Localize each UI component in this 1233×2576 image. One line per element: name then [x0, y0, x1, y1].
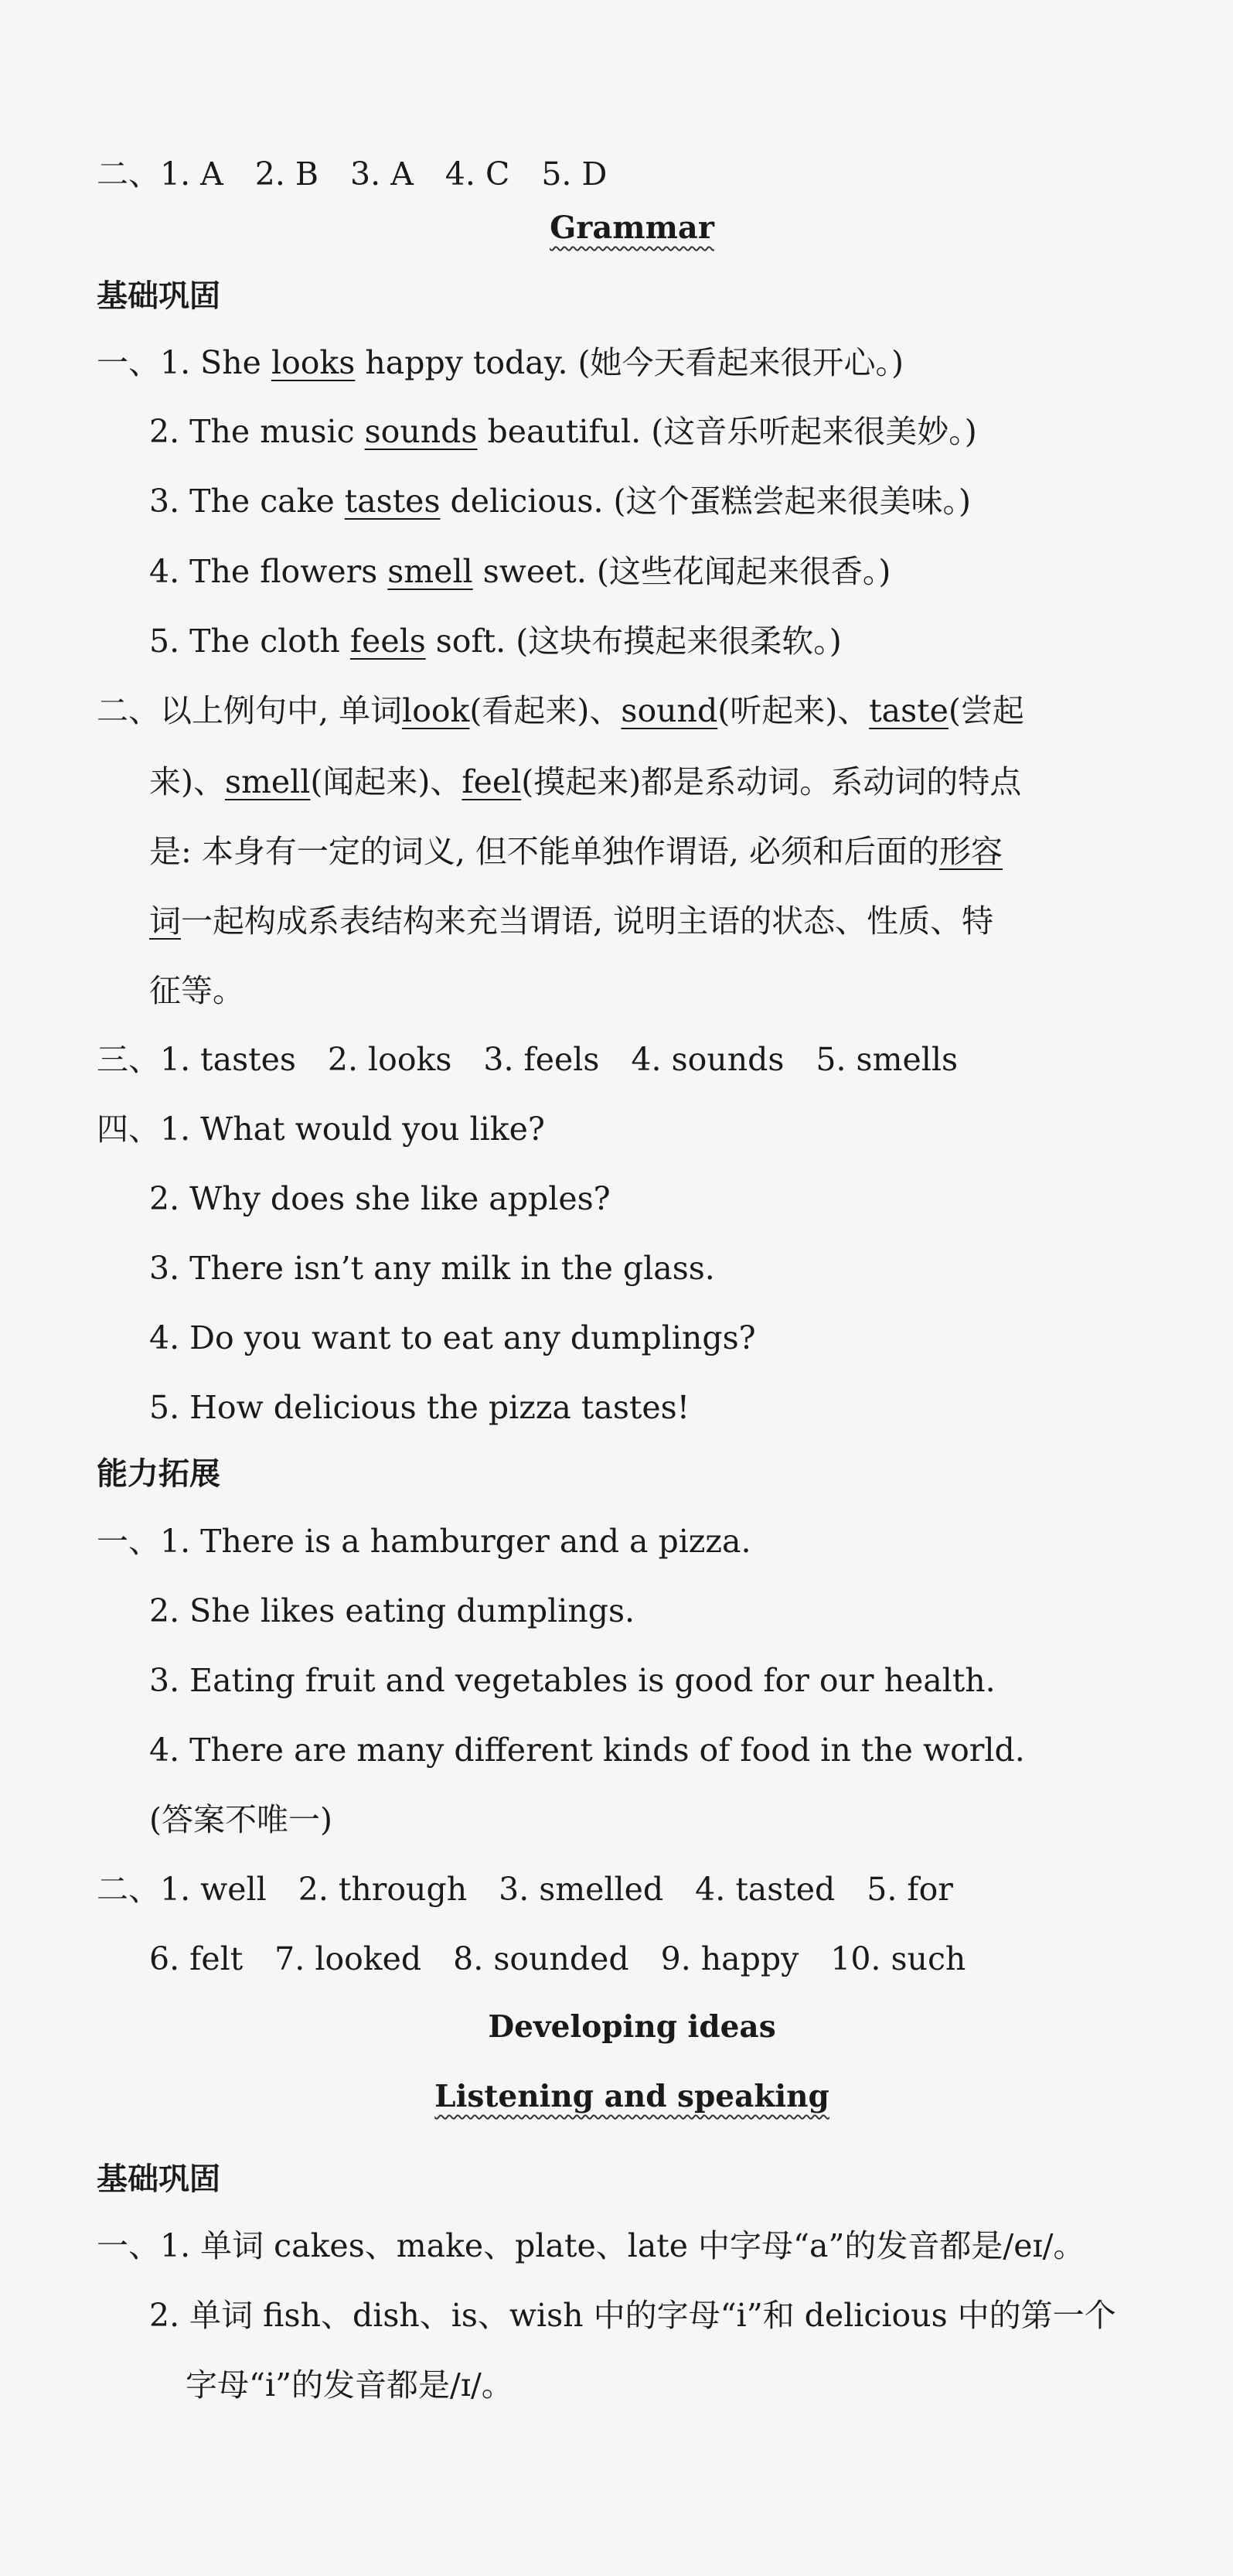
section-title-extend: 能力拓展	[97, 1456, 220, 1492]
underlined-word: sounds	[364, 413, 478, 450]
heading-developing-ideas: Developing ideas	[488, 2009, 776, 2045]
answer-line: 四、1. What would you like?	[97, 1111, 545, 1148]
answer-line: 5. How delicious the pizza tastes!	[149, 1389, 690, 1426]
heading-grammar	[0, 206, 1233, 250]
heading-listening	[0, 2075, 1233, 2118]
explanation-line: 来)、smell(闻起来)、feel(摸起来)都是系动词。系动词的特点	[149, 763, 1022, 800]
answer-line: 4. Do you want to eat any dumplings?	[149, 1319, 756, 1356]
explanation-line: 二、以上例句中, 单词look(看起来)、sound(听起来)、taste(尝起	[97, 692, 1024, 729]
underlined-word: feels	[349, 623, 426, 660]
answer-line: 4. The flowers smell sweet. (这些花闻起来很香。)	[149, 553, 891, 590]
answer-line: 3. Eating fruit and vegetables is good for our health.	[149, 1662, 996, 1699]
answer-note: (答案不唯一)	[149, 1801, 332, 1838]
answer-line: 5. The cloth feels soft. (这块布摸起来很柔软。)	[149, 623, 842, 660]
answer-line: 一、1. She looks happy today. (她今天看起来很开心。)	[97, 344, 904, 381]
answer-line: 3. The cake tastes delicious. (这个蛋糕尝起来很美味。)	[149, 483, 972, 520]
answer-line: 2. The music sounds beautiful. (这音乐听起来很美妙。)	[149, 413, 977, 450]
answer-line: 6. felt 7. looked 8. sounded 9. happy 10. such	[149, 1940, 966, 1977]
answer-line: 3. There isn’t any milk in the glass.	[149, 1250, 715, 1287]
heading-listening-text: Listening and speaking	[434, 2079, 829, 2114]
answer-line: 三、1. tastes 2. looks 3. feels 4. sounds 5. smells	[97, 1041, 958, 1078]
explanation-line: 征等。	[149, 972, 244, 1009]
underlined-word: tastes	[344, 483, 441, 520]
answer-line: 一、1. There is a hamburger and a pizza.	[97, 1523, 751, 1560]
heading-grammar-text: Grammar	[550, 210, 714, 246]
section-title-basic: 基础巩固	[97, 278, 220, 314]
answer-line: 二、1. A 2. B 3. A 4. C 5. D	[97, 155, 608, 193]
explanation-line: 是: 本身有一定的词义, 但不能单独作谓语, 必须和后面的形容	[149, 833, 1003, 870]
answer-line: 2. Why does she like apples?	[149, 1180, 611, 1217]
answer-line: 一、1. 单词 cakes、make、plate、late 中字母“a”的发音都是/eɪ/。	[97, 2227, 1085, 2264]
answer-line: 2. She likes eating dumplings.	[149, 1592, 635, 1629]
answer-line: 4. There are many different kinds of food in the world.	[149, 1732, 1025, 1769]
section-title-basic-2: 基础巩固	[97, 2161, 220, 2197]
answer-line: 2. 单词 fish、dish、is、wish 中的字母“i”和 delicious 中的第一个	[149, 2297, 1116, 2334]
answer-line: 字母“i”的发音都是/ɪ/。	[186, 2366, 513, 2404]
explanation-line: 词一起构成系表结构来充当谓语, 说明主语的状态、性质、特	[149, 902, 994, 940]
underlined-word: looks	[271, 344, 356, 381]
answer-line: 二、1. well 2. through 3. smelled 4. tasted 5. for	[97, 1871, 953, 1908]
underlined-word: smell	[387, 553, 473, 590]
